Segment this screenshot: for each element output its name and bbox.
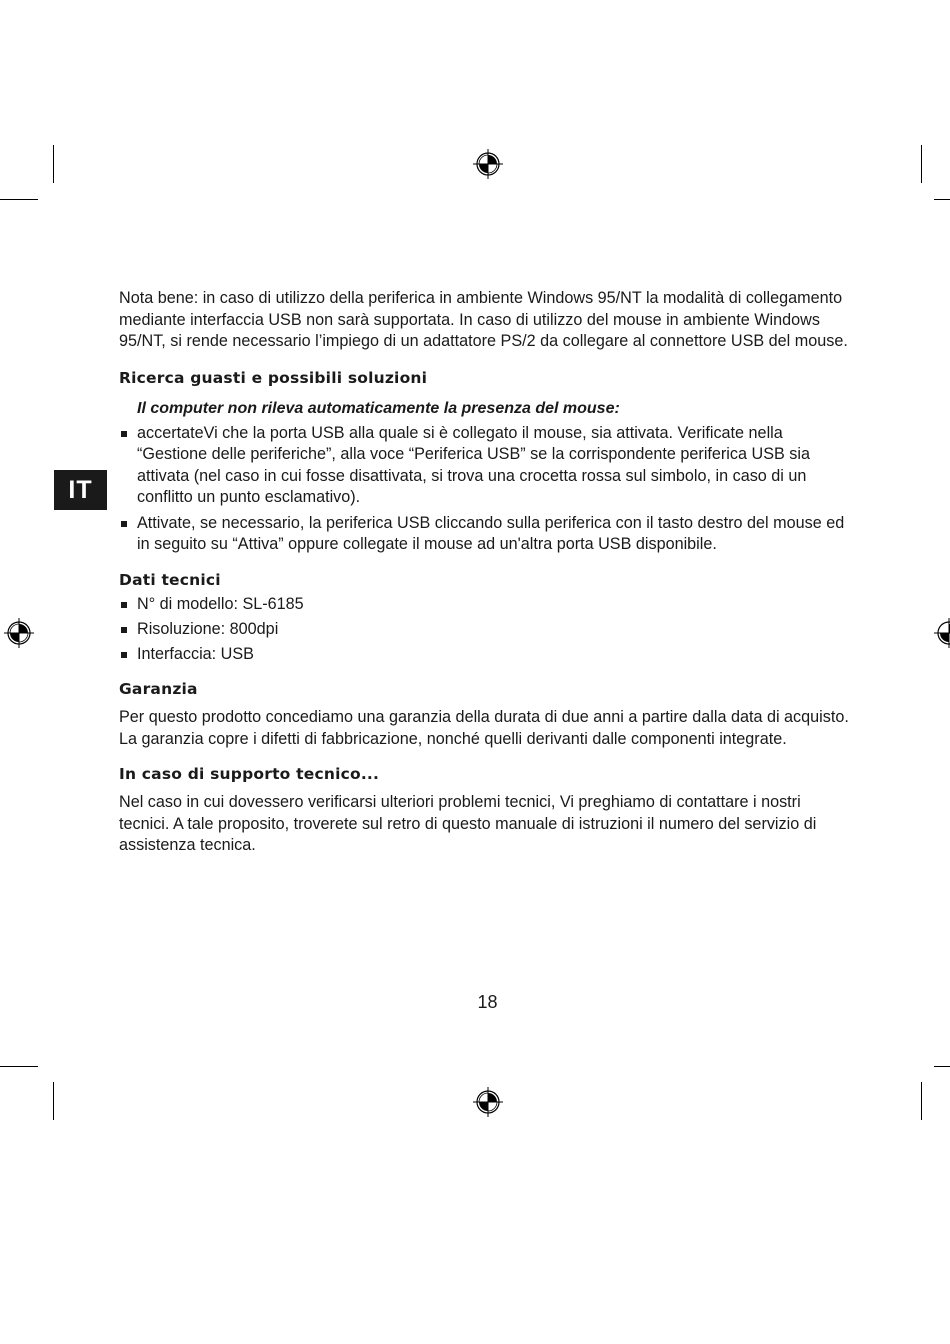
troubleshooting-subheading: Il computer non rileva automaticamente la presenza del mouse: [137, 399, 620, 417]
specs-heading: Dati tecnici [119, 570, 221, 589]
crop-mark-bottom-right-vertical [921, 1082, 922, 1120]
intro-paragraph: Nota bene: in caso di utilizzo della periferica in ambiente Windows 95/NT la modalità di collegamento mediante interfaccia USB non sarà supportata. In caso di utilizzo del mouse in ambiente Windows 95/NT, si rende necessario l’impiego di un adattatore PS/2 da collegare al connettore USB del mouse. [119, 289, 848, 350]
page-content [119, 288, 849, 857]
language-tab: IT [54, 470, 107, 510]
list-item: Attivate, se necessario, la periferica USB cliccando sulla periferica con il tasto destro del mouse ed in seguito su “Attiva” oppure collegate il mouse ad un'altra porta USB disponibile. [119, 513, 849, 556]
warranty-heading: Garanzia [119, 680, 198, 698]
troubleshooting-heading: Ricerca guasti e possibili soluzioni [119, 368, 428, 387]
registration-mark-icon [473, 1087, 503, 1117]
troubleshooting-list [119, 423, 849, 556]
warranty-paragraph: Per questo prodotto concediamo una garanzia della durata di due anni a partire dalla data di acquisto. La garanzia copre i difetti di fabbricazione, nonché quelli derivanti dalle componenti integrate. [119, 708, 849, 748]
list-item: accertateVi che la porta USB alla quale si è collegato il mouse, sia attivata. Verificate nella “Gestione delle periferiche”, alla voce “Periferica USB” se la corrispondente periferica USB sia attivata (nel caso in cui fosse disattivata, si trova una crocetta rossa sul simbolo, in caso di un conflitto un punto esclamativo). [119, 423, 849, 509]
crop-mark-bottom-left-horizontal [0, 1066, 38, 1067]
registration-mark-icon [473, 149, 503, 179]
list-item: Interfaccia: USB [119, 644, 849, 666]
crop-mark-bottom-left-vertical [53, 1082, 54, 1120]
crop-mark-top-right-horizontal [934, 199, 950, 200]
crop-mark-top-left-horizontal [0, 199, 38, 200]
support-paragraph: Nel caso in cui dovessero verificarsi ulteriori problemi tecnici, Vi preghiamo di contattare i nostri tecnici. A tale proposito, troverete sul retro di questo manuale di istruzioni il numero del servizio di assistenza tecnica. [119, 793, 817, 854]
list-item: N° di modello: SL-6185 [119, 594, 849, 616]
registration-mark-icon [4, 618, 34, 648]
page-number: 18 [477, 992, 498, 1012]
crop-mark-top-right-vertical [921, 145, 922, 183]
list-item: Risoluzione: 800dpi [119, 619, 849, 641]
specs-list [119, 594, 849, 666]
crop-mark-bottom-right-horizontal [934, 1066, 950, 1067]
support-heading: In caso di supporto tecnico... [119, 765, 380, 783]
crop-mark-top-left-vertical [53, 145, 54, 183]
registration-mark-icon [934, 618, 950, 648]
